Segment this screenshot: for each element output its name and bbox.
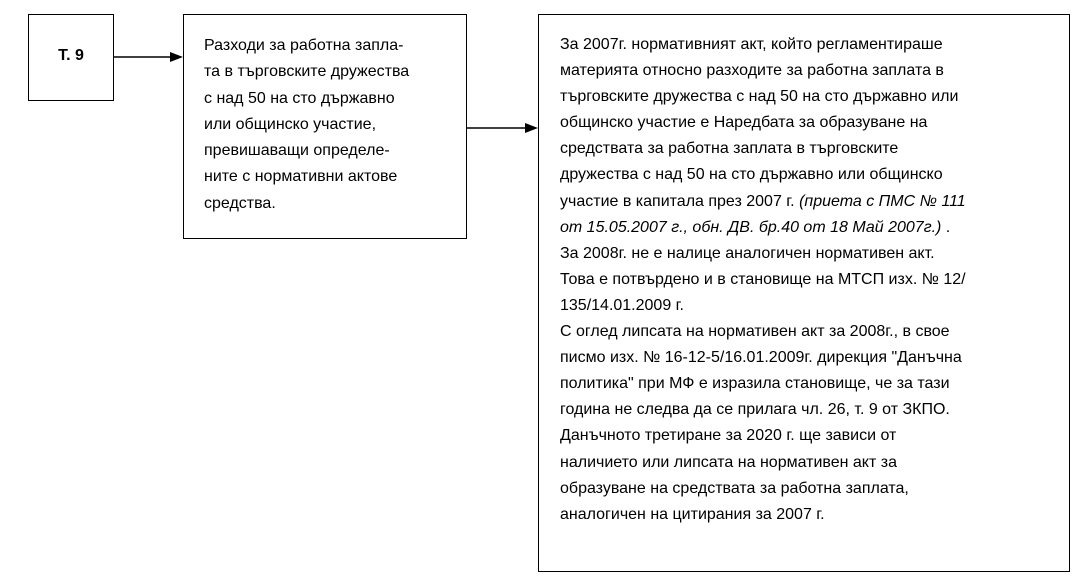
node-explanation-line: политика" при МФ е изразила становище, че за тази [560, 375, 950, 393]
node-expenses [183, 14, 467, 239]
node-explanation-line: Данъчното третиране за 2020 г. ще зависи от [560, 427, 897, 445]
node-explanation-line: година не следва да се прилага чл. 26, т. 9 от ЗКПО. [560, 401, 950, 419]
node-explanation-line: наличието или липсата на нормативен акт за [560, 453, 897, 471]
line7-normal-text: участие в капитала през 2007 г. [560, 192, 800, 210]
node-explanation-line: образуване на средствата за работна заплата, [560, 479, 909, 497]
node-explanation-line [560, 189, 1069, 215]
node-explanation-line: За 2008г. не е налице аналогичен нормативен акт. [560, 244, 935, 262]
node-explanation-line [560, 215, 1069, 241]
node-expenses-line: Разходи за работна запла- [204, 37, 404, 54]
arrow-t9-to-expenses [114, 52, 183, 62]
line8-normal-text: . [941, 218, 951, 236]
node-explanation-line: писмо изх. № 16-12-5/16.01.2009г. дирекция "Данъчна [560, 349, 962, 367]
node-expenses-line: та в търговските дружества [204, 63, 410, 81]
node-t9-label: Т. 9 [58, 46, 84, 64]
node-explanation-line: общинско участие е Наредбата за образуване на [560, 114, 928, 132]
node-explanation-line: Това е потвърдено и в становище на МТСП изх. № 12/ [560, 270, 966, 288]
node-expenses-line: средства. [204, 194, 276, 212]
node-explanation-line: С оглед липсата на нормативен акт за 2008г., в свое [560, 323, 950, 341]
node-explanation-line: аналогичен на цитирания за 2007 г. [560, 505, 825, 523]
node-expenses-line: или общинско участие, [204, 115, 377, 133]
decree-citation-end: от 15.05.2007 г., обн. ДВ. бр.40 от 18 Май 2007г.) [560, 218, 942, 236]
node-explanation-line: материята относно разходите за работна заплата в [560, 62, 944, 80]
node-explanation-line: търговските дружества с над 50 на сто държавно или [560, 88, 959, 106]
node-explanation-line: За 2007г. нормативният акт, който регламентираше [560, 36, 943, 53]
node-explanation [538, 14, 1070, 572]
decree-citation-start: (приета с ПМС № 111 [799, 192, 966, 210]
node-expenses-line: ните с нормативни актове [204, 168, 398, 186]
node-explanation-line: средствата за работна заплата в търговските [560, 140, 899, 158]
node-explanation-line: дружества с над 50 на сто държавно или общинско [560, 166, 943, 184]
node-t9 [28, 14, 114, 101]
node-expenses-line: с над 50 на сто държавно [204, 89, 395, 107]
node-expenses-line: превишаващи определе- [204, 142, 390, 160]
node-explanation-line: 135/14.01.2009 г. [560, 296, 684, 314]
arrow-expenses-to-explanation [467, 123, 538, 133]
